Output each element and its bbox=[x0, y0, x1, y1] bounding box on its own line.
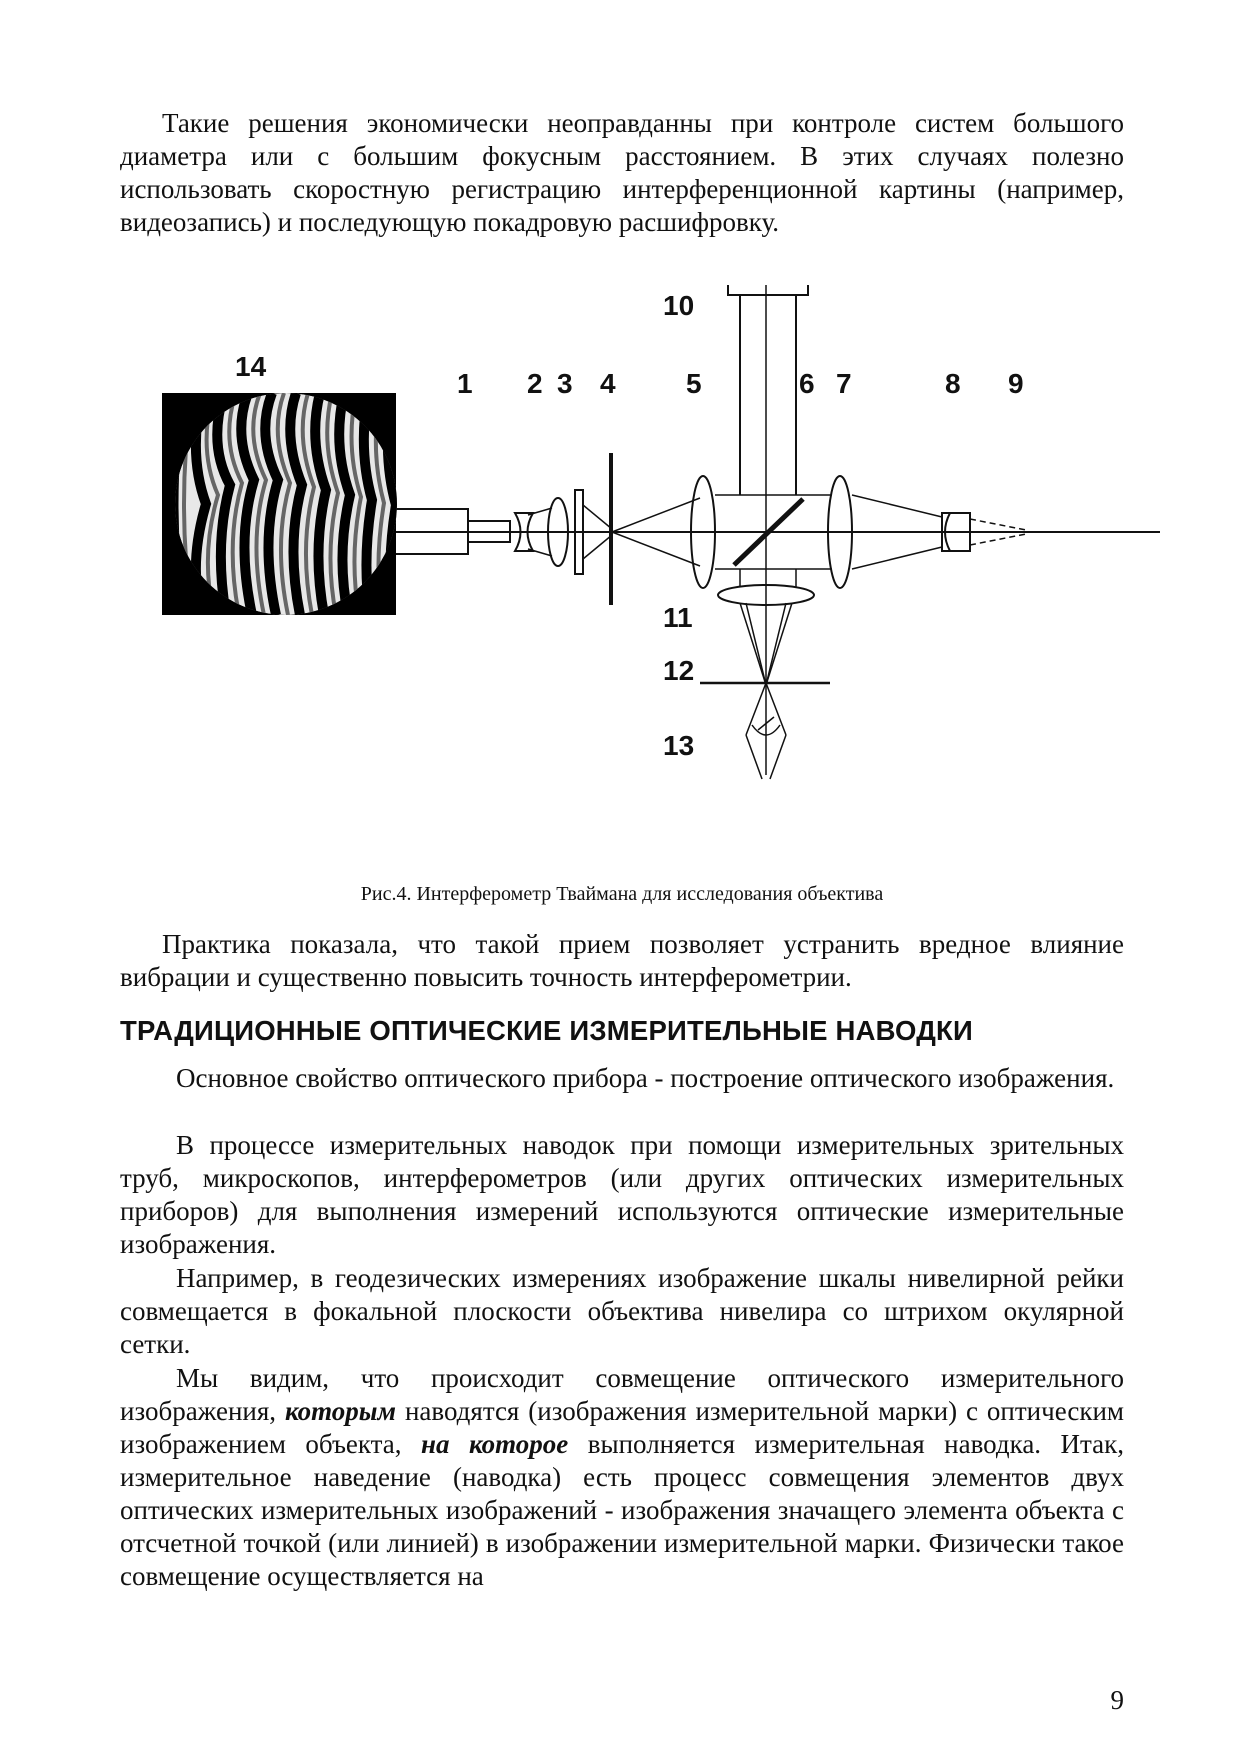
label-8: 8 bbox=[945, 368, 961, 399]
page-number: 9 bbox=[1110, 1685, 1124, 1715]
figure-caption: Рис.4. Интерферометр Тваймана для исследования объектива bbox=[360, 883, 884, 905]
intro-paragraph: Такие решения экономически неоправданны при контроле систем большого диаметра или с большим фокусным расстоянием. В этих случаях полезно использовать скоростную регистрацию интерференционной картины (например, видеозапись) и последующую покадровую расшифровку. bbox=[120, 108, 1124, 237]
label-4: 4 bbox=[600, 368, 616, 399]
last-paragraph bbox=[120, 1362, 1124, 1593]
label-11: 11 bbox=[663, 602, 693, 633]
emphasis-na-kotoroe: на которое bbox=[421, 1429, 569, 1459]
last-paragraph-part1: Мы видим, что происходит совмещение оптического измерительного изображения, bbox=[120, 1363, 1124, 1426]
label-5: 5 bbox=[686, 368, 702, 399]
interferogram-image bbox=[162, 393, 397, 615]
process-paragraph: В процессе измерительных наводок при помощи измерительных зрительных труб, микроскопов, интерферометров (или других оптических измерительных приборов) для выполнения измерений используются оптические измерительные изображения. bbox=[120, 1130, 1124, 1259]
label-7: 7 bbox=[836, 368, 852, 399]
section-heading: ТРАДИЦИОННЫЕ ОПТИЧЕСКИЕ ИЗМЕРИТЕЛЬНЫЕ НАВОДКИ bbox=[120, 1015, 973, 1046]
label-13: 13 bbox=[663, 730, 695, 761]
label-12: 12 bbox=[663, 655, 695, 686]
label-2: 2 bbox=[527, 368, 543, 399]
last-paragraph-part2: наводятся (изображения измерительной марки) с оптическим изображением объекта, bbox=[120, 1396, 1124, 1459]
label-9: 9 bbox=[1008, 368, 1024, 399]
practice-paragraph: Практика показала, что такой прием позволяет устранить вредное влияние вибрации и существенно повысить точность интерферометрии. bbox=[120, 929, 1124, 992]
label-14: 14 bbox=[235, 351, 267, 382]
label-10: 10 bbox=[663, 290, 695, 321]
property-paragraph: Основное свойство оптического прибора - построение оптического изображения. bbox=[176, 1063, 1115, 1093]
label-1: 1 bbox=[457, 368, 473, 399]
twyman-interferometer-figure bbox=[160, 285, 1160, 879]
last-paragraph-part3: выполняется измерительная наводка. Итак, измерительное наведение (наводка) есть процесс совмещения элементов двух оптических измерительных изображений - изображения значащего элемента объекта с отсчетной точкой (или линией) в изображении измерительной марки. Физически такое совмещение осуществляется на bbox=[120, 1429, 1124, 1591]
label-6: 6 bbox=[799, 368, 815, 399]
example-paragraph: Например, в геодезических измерениях изображение шкалы нивелирной рейки совмещается в фокальной плоскости объектива нивелира со штрихом окулярной сетки. bbox=[120, 1263, 1124, 1359]
emphasis-kotorym: которым bbox=[284, 1396, 397, 1426]
label-3: 3 bbox=[557, 368, 573, 399]
